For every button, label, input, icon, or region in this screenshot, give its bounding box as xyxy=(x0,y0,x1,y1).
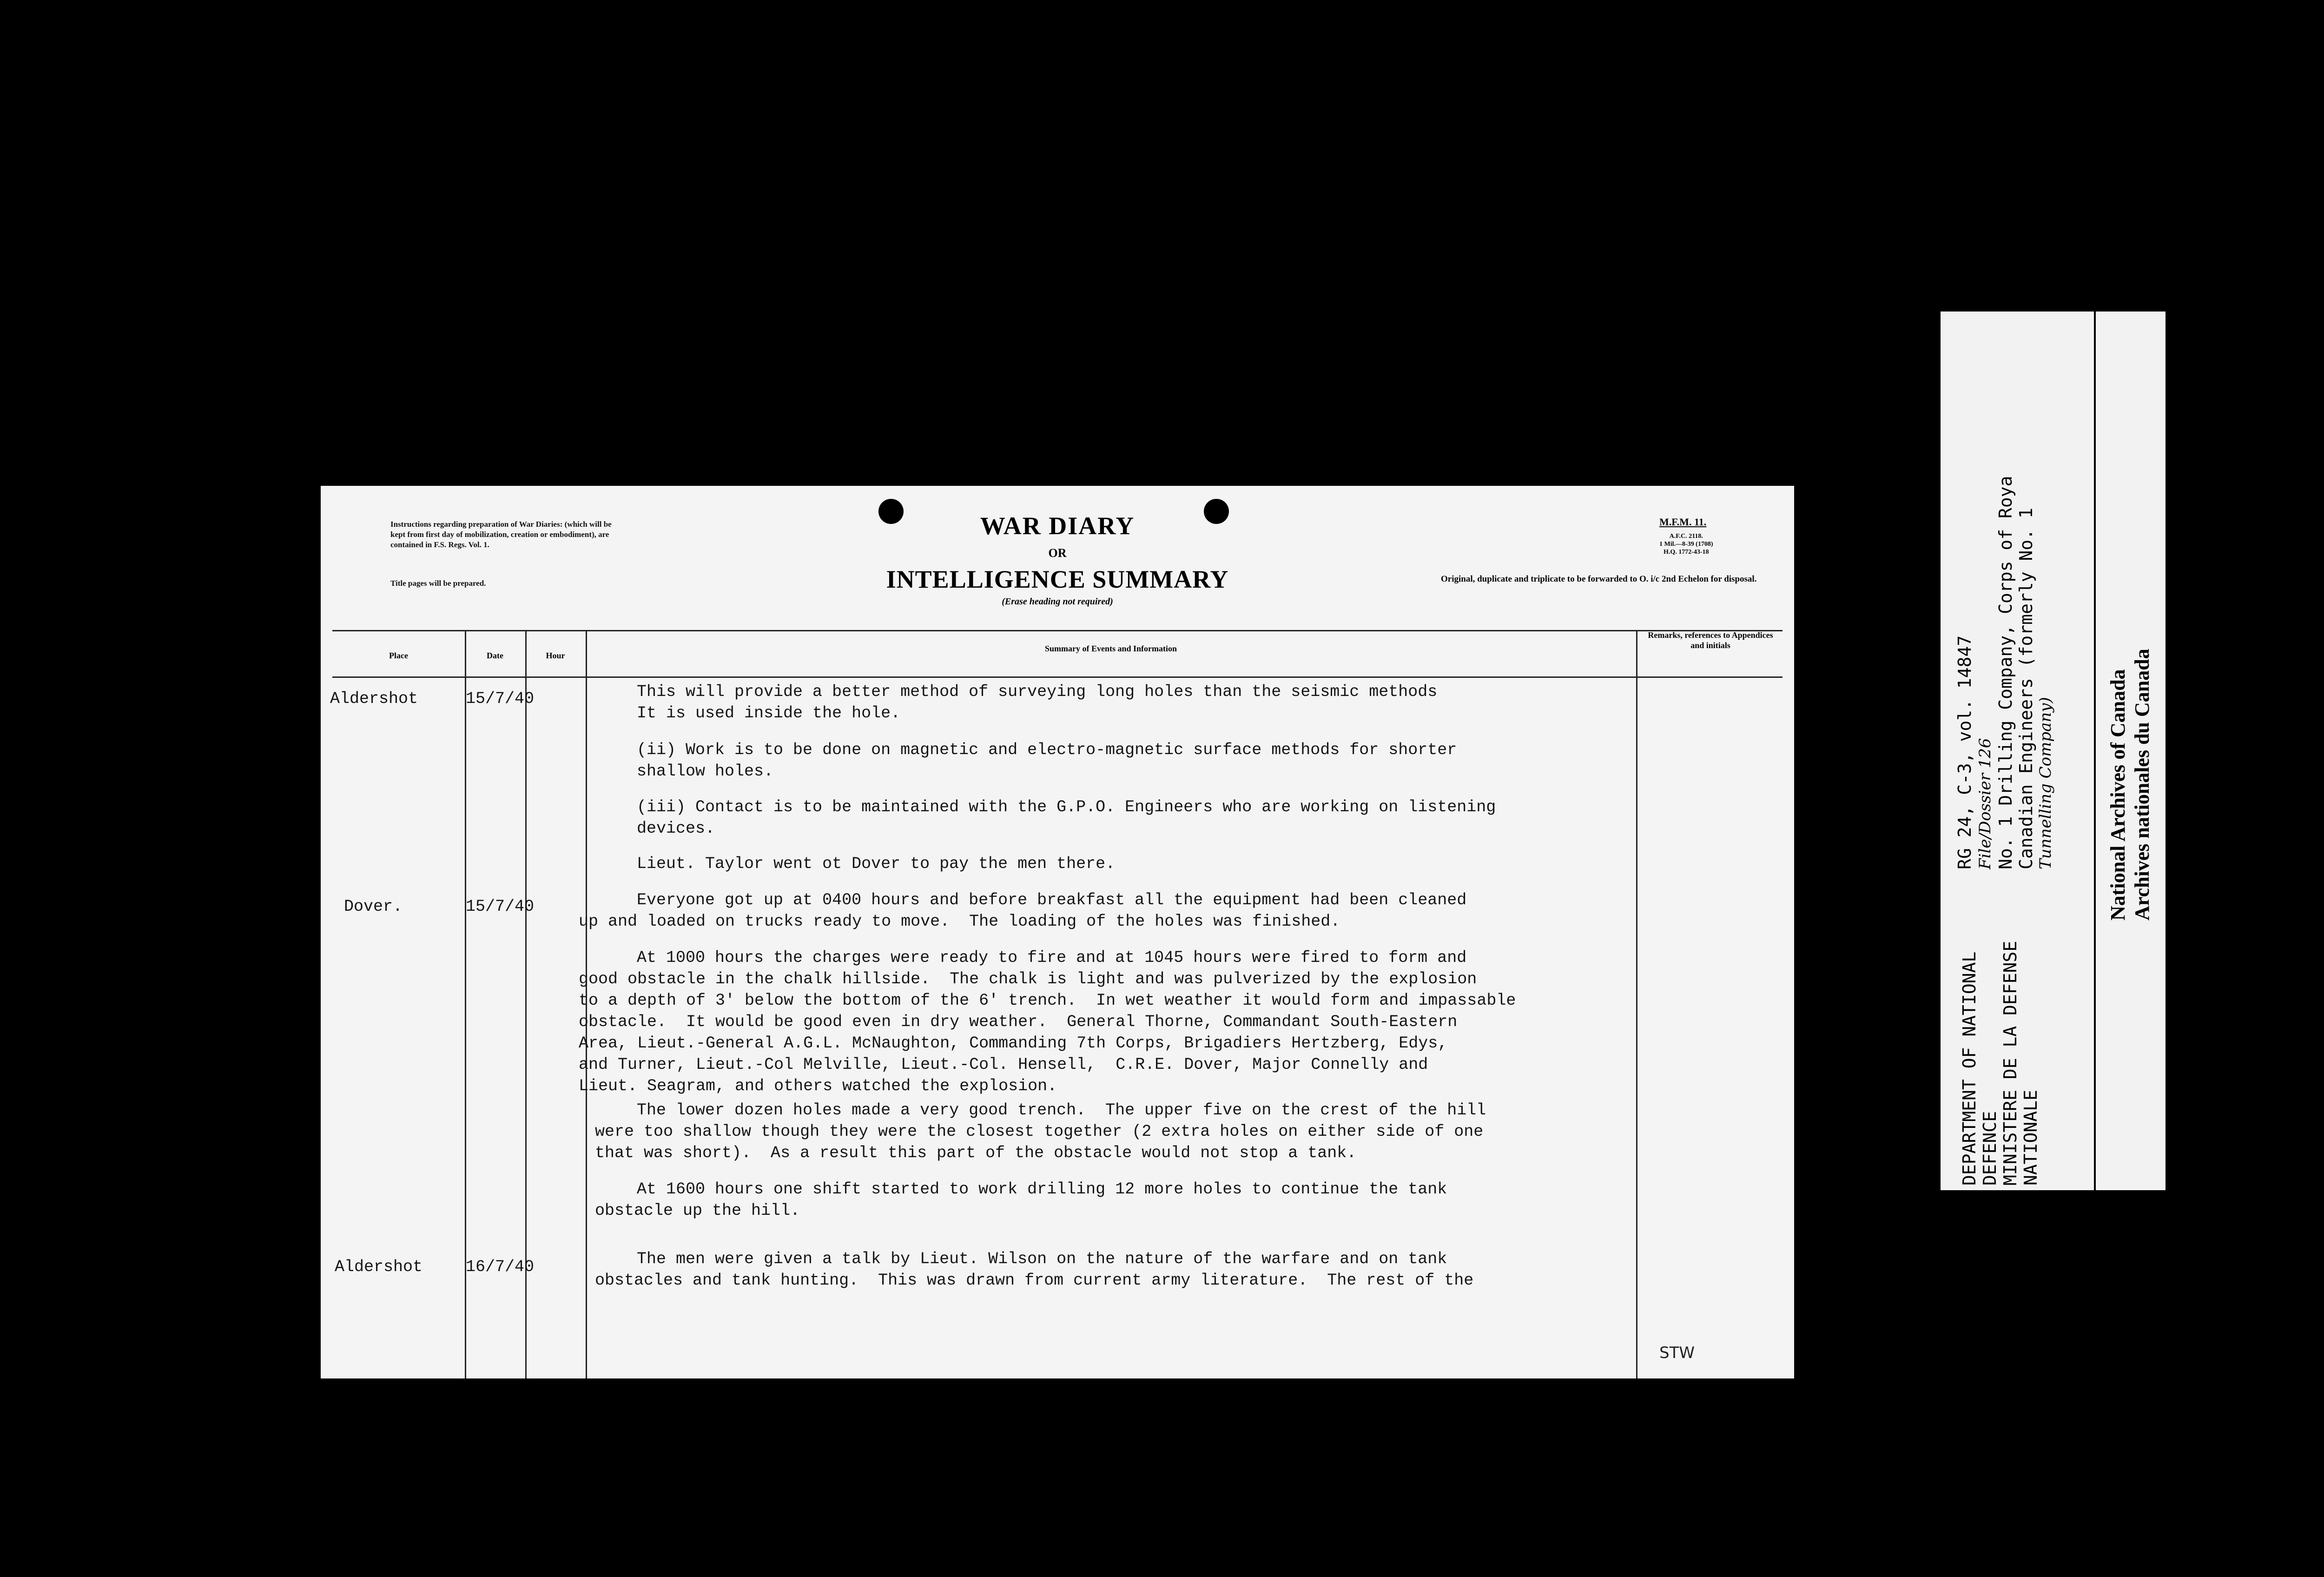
archive-unit-line: Canadian Engineers (formerly No. 1 xyxy=(2016,508,2036,869)
summary-paragraph: (iii) Contact is to be maintained with the G.P.O. Engineers who are working on listening devices. xyxy=(637,798,1496,838)
column-header-date: Date xyxy=(487,651,503,660)
distribution-note: Original, duplicate and triplicate to be forwarded to O. i/c 2nd Echelon for disposal. xyxy=(1441,574,1757,584)
form-title-or: OR xyxy=(1048,546,1067,560)
department-line: DEPARTMENT OF NATIONAL xyxy=(1959,951,1980,1186)
entry-date: 16/7/40 xyxy=(466,1258,535,1276)
column-header-remarks: Remarks, references to Appendices and initials xyxy=(1648,630,1773,650)
summary-paragraph: This will provide a better method of surveying long holes than the seismic methods It is used inside the hole. xyxy=(637,682,1438,722)
entry-place: Aldershot xyxy=(330,689,418,708)
department-line: NATIONALE xyxy=(2020,1090,2041,1186)
remarks-initials: STW xyxy=(1659,1344,1695,1362)
national-archives-label xyxy=(2094,311,2166,1190)
archives-name-fr: Archives nationales du Canada xyxy=(2131,649,2153,921)
summary-paragraph: At 1000 hours the charges were ready to fire and at 1045 hours were fired to form and good obstacle in the chalk hillside. The chalk is light and was pulverized by the explosion to a depth of 3' below the bottom of the 6' trench. In wet weather it would form and impassable obstacle. It would be good even in dry weather. General Thorne, Commandant South-Eastern Area, Lieut.-General A.G.L. McNaughton, Commanding 7th Corps, Brigadiers Hertzberg, Edys, and Turner, Lieut.-Col Melville, Lieut.-Col. Hensell, C.R.E. Dover, Major Connelly and Lieut. Seagram, and others watched the explosion. xyxy=(579,948,1516,1095)
form-instructions: Instructions regarding preparation of War Diaries: (which will be kept from first day of mobilization, creation or embodiment), are contained in F.S. Regs. Vol. 1. xyxy=(390,520,612,549)
form-code: M.F.M. 11. xyxy=(1659,516,1707,528)
archive-unit-line: No. 1 Drilling Company, Corps of Roya xyxy=(1995,476,2016,869)
entry-place: Aldershot xyxy=(335,1258,423,1276)
table-top-rule xyxy=(332,630,1783,631)
archive-file-handwritten: File/Dossier 126 xyxy=(1976,738,1994,869)
entry-date: 15/7/40 xyxy=(466,897,535,916)
form-ref-line: H.Q. 1772-43-18 xyxy=(1663,549,1709,556)
column-header-summary: Summary of Events and Information xyxy=(1044,644,1177,653)
form-ref-line: 1 Mil.—8-39 (1708) xyxy=(1659,541,1713,548)
summary-paragraph: The lower dozen holes made a very good trench. The upper five on the crest of the hill were too shallow though they were the closest together (2 extra holes on either side of one that was short). As a result this part of the obstacle would not stop a tank. xyxy=(595,1101,1486,1162)
archives-name-en: National Archives of Canada xyxy=(2106,669,2129,921)
summary-paragraph: The men were given a talk by Lieut. Wilson on the nature of the warfare and on tank obstacles and tank hunting. This was drawn from current army literature. The rest of the xyxy=(595,1250,1474,1290)
summary-paragraph: At 1600 hours one shift started to work drilling 12 more holes to continue the tank obstacle up the hill. xyxy=(595,1180,1447,1220)
form-refs xyxy=(1659,532,1713,556)
summary-paragraph: Everyone got up at 0400 hours and before breakfast all the equipment had been cleaned up and loaded on trucks ready to move. The loading of the holes was finished. xyxy=(579,891,1467,931)
form-title-pages-note: Title pages will be prepared. xyxy=(390,579,486,588)
archive-ref: RG 24, C-3, vol. 14847 xyxy=(1954,635,1975,869)
form-title-war-diary: WAR DIARY xyxy=(980,512,1135,540)
archive-unit-handwritten: Tunnelling Company) xyxy=(2036,697,2055,869)
form-title-note: (Erase heading not required) xyxy=(1002,596,1113,607)
summary-paragraph: (ii) Work is to be done on magnetic and electro-magnetic surface methods for shorter shallow holes. xyxy=(637,741,1457,781)
summary-paragraph: Lieut. Taylor went ot Dover to pay the men there. xyxy=(637,855,1116,873)
department-line: MINISTERE DE LA DEFENSE xyxy=(2000,941,2020,1186)
entry-place: Dover. xyxy=(344,897,403,916)
form-ref-line: A.F.C. 2118. xyxy=(1669,533,1703,540)
entry-date: 15/7/40 xyxy=(466,689,535,708)
war-diary-page xyxy=(321,486,1794,1378)
column-divider-summary xyxy=(1636,630,1637,1378)
table-header-rule xyxy=(332,676,1783,678)
archive-reference-label xyxy=(1941,311,2094,1190)
column-header-place: Place xyxy=(389,651,408,660)
form-title-intelligence-summary: INTELLIGENCE SUMMARY xyxy=(886,565,1229,593)
department-line: DEFENCE xyxy=(1980,1111,2000,1186)
column-header-hour: Hour xyxy=(546,651,565,660)
